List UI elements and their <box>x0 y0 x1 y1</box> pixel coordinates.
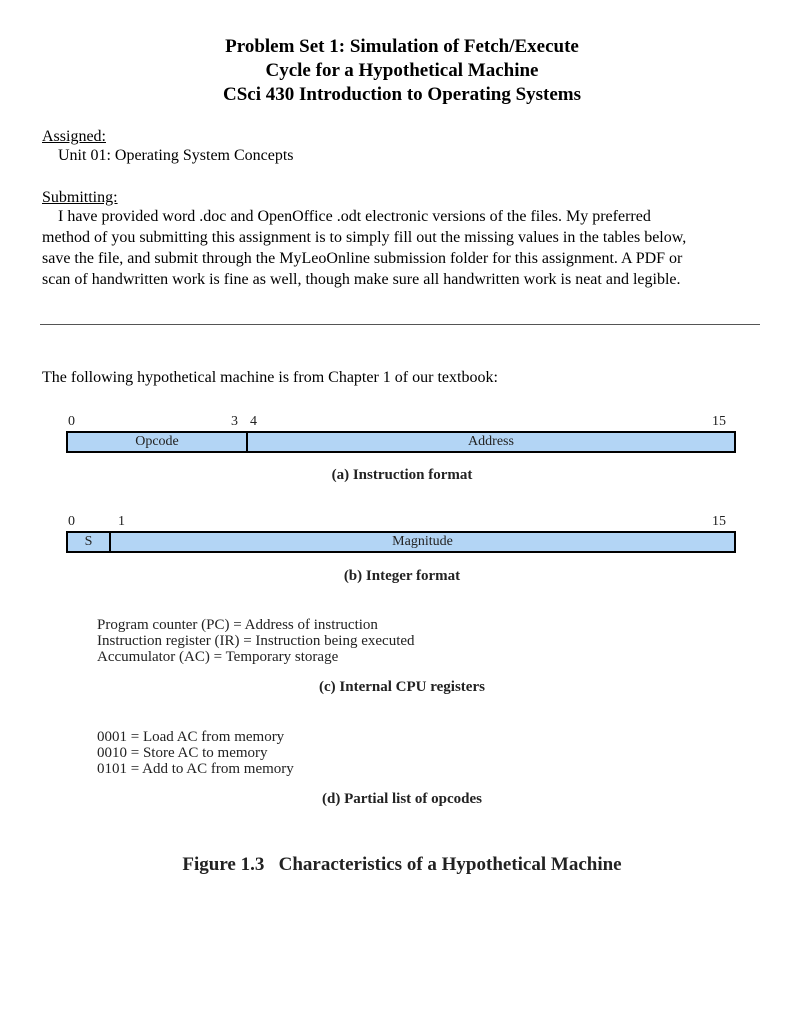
assigned-label: Assigned: <box>42 128 106 145</box>
bit-label: 15 <box>712 514 726 529</box>
horizontal-rule <box>40 324 760 325</box>
title-line-3: CSci 430 Introduction to Operating Systems <box>222 84 582 105</box>
submitting-label: Submitting: <box>42 189 118 206</box>
submitting-line: scan of handwritten work is fine as well, though make sure all handwritten work is neat and legible. <box>42 271 681 288</box>
register-line: Instruction register (IR) = Instruction being executed <box>97 633 415 649</box>
address-field: Address <box>468 434 514 449</box>
bit-label: 3 <box>231 414 238 429</box>
register-line: Program counter (PC) = Address of instruction <box>97 617 378 633</box>
integer-format-bar <box>66 531 736 553</box>
opcode-line: 0001 = Load AC from memory <box>97 729 285 745</box>
bit-label: 0 <box>68 514 75 529</box>
magnitude-field: Magnitude <box>392 534 453 549</box>
assigned-text: Unit 01: Operating System Concepts <box>58 147 294 164</box>
caption-registers: (c) Internal CPU registers <box>319 679 485 695</box>
intro-text: The following hypothetical machine is from Chapter 1 of our textbook: <box>42 369 498 386</box>
title-line-2: Cycle for a Hypothetical Machine <box>265 60 539 81</box>
opcode-field: Opcode <box>68 433 248 451</box>
submitting-line: method of you submitting this assignment is to simply fill out the missing values in the tables below, <box>42 229 687 246</box>
bit-label: 1 <box>118 514 125 529</box>
register-line: Accumulator (AC) = Temporary storage <box>97 649 339 665</box>
submitting-line: save the file, and submit through the MyLeoOnline submission folder for this assignment. A PDF or <box>42 250 683 267</box>
bit-label: 15 <box>712 414 726 429</box>
figure-caption: Figure 1.3 Characteristics of a Hypothetical Machine <box>182 854 622 875</box>
submitting-line: I have provided word .doc and OpenOffice .odt electronic versions of the files. My preferred <box>58 208 651 225</box>
sign-field: S <box>68 533 111 551</box>
bit-label: 0 <box>68 414 75 429</box>
caption-instruction-format: (a) Instruction format <box>331 467 473 483</box>
caption-integer-format: (b) Integer format <box>343 568 461 584</box>
instruction-format-bar <box>66 431 736 453</box>
opcode-line: 0010 = Store AC to memory <box>97 745 268 761</box>
title-line-1: Problem Set 1: Simulation of Fetch/Execute <box>225 36 579 57</box>
opcode-line: 0101 = Add to AC from memory <box>97 761 294 777</box>
caption-opcodes: (d) Partial list of opcodes <box>322 791 482 807</box>
bit-label: 4 <box>250 414 257 429</box>
